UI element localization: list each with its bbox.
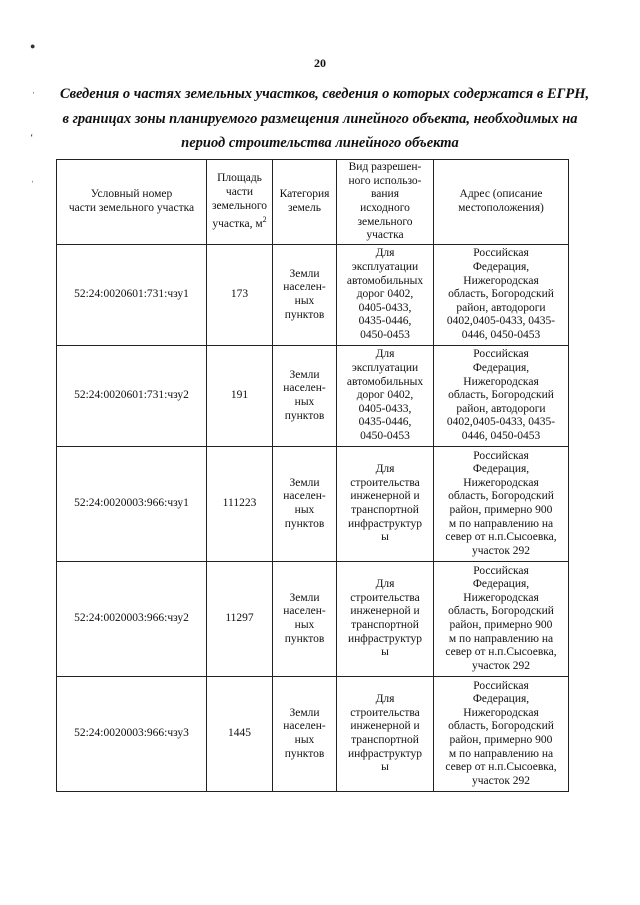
- cell-text-line: Земли: [289, 476, 320, 489]
- cell-text-line: север от н.п.Сысоевка,: [445, 531, 557, 544]
- address-cell: [434, 245, 569, 346]
- part-number-cell: 52:24:0020601:731:чзу1: [57, 245, 207, 346]
- cell-text-line: участка, $м^2$: [212, 215, 267, 230]
- table-row: [57, 245, 569, 346]
- cell-text-line: пунктов: [284, 409, 325, 422]
- land-category-cell: [273, 245, 337, 346]
- header-area: [207, 160, 273, 245]
- cell-text-line: Для: [375, 463, 395, 476]
- cell-text-line: Условный номер: [90, 188, 173, 201]
- land-category-cell: [273, 677, 337, 792]
- part-number-cell: 52:24:0020003:966:чзу2: [57, 562, 207, 677]
- cell-text-line: автомобильных: [346, 274, 424, 287]
- cell-text-line: м по направлению на: [448, 517, 554, 530]
- cell-text-line: север от н.п.Сысоевка,: [445, 646, 557, 659]
- cell-text-line: район, примерно 900: [449, 619, 553, 631]
- cell-text-line: 0446, 0450-0453: [461, 429, 541, 442]
- cell-text-line: земельного: [211, 199, 268, 212]
- cell-text-line: Для: [375, 348, 395, 361]
- cell-text-line: Вид разрешен-: [348, 161, 422, 174]
- cell-text-line: участка: [366, 229, 404, 242]
- cell-text-line: Федерация,: [472, 261, 530, 274]
- area-cell: 173: [207, 245, 273, 346]
- cell-text-line: Нижегородская: [463, 375, 539, 388]
- cell-text-line: район, автодороги: [456, 301, 546, 314]
- cell-text-line: область, Богородский: [448, 288, 554, 301]
- cell-text-line: участок 292: [471, 544, 531, 557]
- cell-text-line: пунктов: [284, 632, 325, 645]
- cell-text-line: инфраструктур: [347, 747, 423, 760]
- cell-text-line: Российская: [473, 348, 529, 361]
- cell-text-line: строительства: [350, 476, 420, 489]
- part-number-cell: 52:24:0020003:966:чзу3: [57, 677, 207, 792]
- part-number-cell: 52:24:0020601:731:чзу2: [57, 346, 207, 447]
- cell-text-line: 0405-0433,: [358, 402, 412, 415]
- header-land-category: [273, 160, 337, 245]
- cell-text-line: вания: [371, 188, 399, 201]
- cell-text-line: 0435-0446,: [358, 416, 412, 429]
- area-cell: 191: [207, 346, 273, 447]
- cell-text-line: населен-: [283, 490, 326, 503]
- cell-text-line: дорог 0402,: [356, 389, 414, 402]
- cell-text-line: инженерной и: [350, 605, 420, 618]
- cell-text-line: инженерной и: [350, 490, 420, 503]
- cell-text-line: ных: [294, 504, 315, 516]
- area-cell: 11297: [207, 562, 273, 677]
- cell-text-line: 0446, 0450-0453: [461, 328, 541, 341]
- cell-text-line: населен-: [283, 720, 326, 733]
- cell-text-line: пунктов: [284, 517, 325, 530]
- part-number-cell: 52:24:0020003:966:чзу1: [57, 447, 207, 562]
- cell-text-line: Нижегородская: [463, 274, 539, 287]
- cell-text-line: ного использо-: [348, 174, 422, 187]
- cell-text-line: Российская: [473, 679, 529, 692]
- table-row: [57, 447, 569, 562]
- cell-text-line: строительства: [350, 591, 420, 604]
- cell-text-line: Земли: [289, 267, 320, 280]
- cell-text-line: область, Богородский: [448, 605, 554, 618]
- document-title-line-1: Сведения о частях земельных участков, сведения о которых содержатся в ЕГРН,: [60, 86, 590, 102]
- table-header-row: [57, 160, 569, 245]
- cell-text-line: Российская: [473, 564, 529, 577]
- cell-text-line: район, автодороги: [456, 402, 546, 415]
- cell-text-line: транспортной: [351, 734, 419, 746]
- cell-text-line: участок 292: [471, 774, 531, 787]
- cell-text-line: Для: [375, 693, 395, 706]
- cell-text-line: транспортной: [351, 619, 419, 631]
- table-row: [57, 562, 569, 677]
- cell-text-line: область, Богородский: [448, 720, 554, 733]
- cell-text-line: Нижегородская: [463, 591, 539, 604]
- margin-tick-mark: ˌ: [32, 83, 36, 94]
- cell-text-line: Адрес (описание: [459, 188, 543, 201]
- area-cell: 111223: [207, 447, 273, 562]
- cell-text-line: транспортной: [351, 504, 419, 516]
- cell-text-line: инфраструктур: [347, 517, 423, 530]
- address-cell: [434, 562, 569, 677]
- cell-text-line: местоположения): [458, 202, 544, 214]
- margin-dot-mark: ●: [30, 41, 36, 51]
- cell-text-line: ных: [294, 734, 315, 746]
- cell-text-line: населен-: [283, 281, 326, 294]
- cell-text-line: Российская: [473, 449, 529, 462]
- address-cell: [434, 346, 569, 447]
- permitted-use-cell: [337, 346, 434, 447]
- cell-text-line: Земли: [289, 706, 320, 719]
- cell-text-line: ы: [381, 761, 389, 774]
- cell-text-line: участок 292: [471, 659, 531, 672]
- area-cell: 1445: [207, 677, 273, 792]
- cell-text-line: область, Богородский: [448, 389, 554, 402]
- cell-text-line: Земли: [289, 591, 320, 604]
- cell-text-line: Для: [375, 578, 395, 591]
- cell-text-line: эксплуатации: [351, 362, 419, 375]
- permitted-use-cell: [337, 677, 434, 792]
- table-row: [57, 677, 569, 792]
- document-title-line-2: в границах зоны планируемого размещения линейного объекта, необходимых на: [62, 111, 578, 127]
- cell-text-line: части земельного участка: [68, 202, 195, 214]
- permitted-use-cell: [337, 447, 434, 562]
- cell-text-line: м по направлению на: [448, 632, 554, 645]
- header-permitted-use: [337, 160, 434, 245]
- cell-text-line: Федерация,: [472, 693, 530, 706]
- cell-text-line: Нижегородская: [463, 706, 539, 719]
- cell-text-line: населен-: [283, 382, 326, 395]
- header-address: [434, 160, 569, 245]
- margin-tick-mark: ˌ: [31, 172, 35, 183]
- cell-text-line: Земли: [289, 368, 320, 381]
- cell-text-line: район, примерно 900: [449, 734, 553, 746]
- table-row: [57, 346, 569, 447]
- cell-text-line: 0405-0433,: [358, 301, 412, 314]
- cell-text-line: Федерация,: [472, 463, 530, 476]
- cell-text-line: 0450-0453: [360, 429, 410, 442]
- land-category-cell: [273, 562, 337, 677]
- cell-text-line: ных: [294, 396, 315, 408]
- cell-text-line: 0435-0446,: [358, 315, 412, 328]
- cell-text-line: м по направлению на: [448, 747, 554, 760]
- address-cell: [434, 677, 569, 792]
- cell-text-line: земельного: [357, 215, 413, 228]
- header-part-number: [57, 160, 207, 245]
- cell-text-line: Федерация,: [472, 578, 530, 591]
- cell-text-line: ных: [294, 295, 315, 307]
- cell-text-line: исходного: [360, 202, 410, 214]
- land-category-cell: [273, 346, 337, 447]
- document-title-line-3: период строительства линейного объекта: [181, 135, 459, 151]
- cell-text-line: части: [225, 185, 254, 198]
- margin-tick-mark: ʻ: [30, 133, 34, 144]
- cell-text-line: инженерной и: [350, 720, 420, 733]
- land-parts-table: [56, 159, 569, 792]
- cell-text-line: область, Богородский: [448, 490, 554, 503]
- cell-text-line: инфраструктур: [347, 632, 423, 645]
- permitted-use-cell: [337, 562, 434, 677]
- cell-text-line: автомобильных: [346, 375, 424, 388]
- cell-text-line: 0450-0453: [360, 328, 410, 341]
- area-unit-superscript: 2: [262, 215, 267, 225]
- cell-text-line: север от н.п.Сысоевка,: [445, 761, 557, 774]
- cell-text-line: Для: [375, 247, 395, 260]
- address-cell: [434, 447, 569, 562]
- cell-text-line: эксплуатации: [351, 261, 419, 274]
- cell-text-line: пунктов: [284, 308, 325, 321]
- cell-text-line: дорог 0402,: [356, 288, 414, 301]
- land-category-cell: [273, 447, 337, 562]
- permitted-use-cell: [337, 245, 434, 346]
- cell-text-line: ы: [381, 531, 389, 544]
- cell-text-line: 0402,0405-0433, 0435-: [446, 315, 556, 328]
- cell-text-line: Нижегородская: [463, 476, 539, 489]
- cell-text-line: Федерация,: [472, 362, 530, 375]
- cell-text-line: 0402,0405-0433, 0435-: [446, 416, 556, 429]
- cell-text-line: населен-: [283, 605, 326, 618]
- cell-text-line: Площадь: [217, 172, 262, 185]
- cell-text-line: земель: [287, 202, 321, 214]
- cell-text-line: строительства: [350, 706, 420, 719]
- cell-text-line: ы: [381, 646, 389, 659]
- cell-text-line: ных: [294, 619, 315, 631]
- cell-text-line: Категория: [279, 188, 330, 201]
- page-number: 20: [314, 56, 326, 70]
- cell-text-line: район, примерно 900: [449, 504, 553, 516]
- cell-text-line: Российская: [473, 247, 529, 260]
- cell-text-line: пунктов: [284, 747, 325, 760]
